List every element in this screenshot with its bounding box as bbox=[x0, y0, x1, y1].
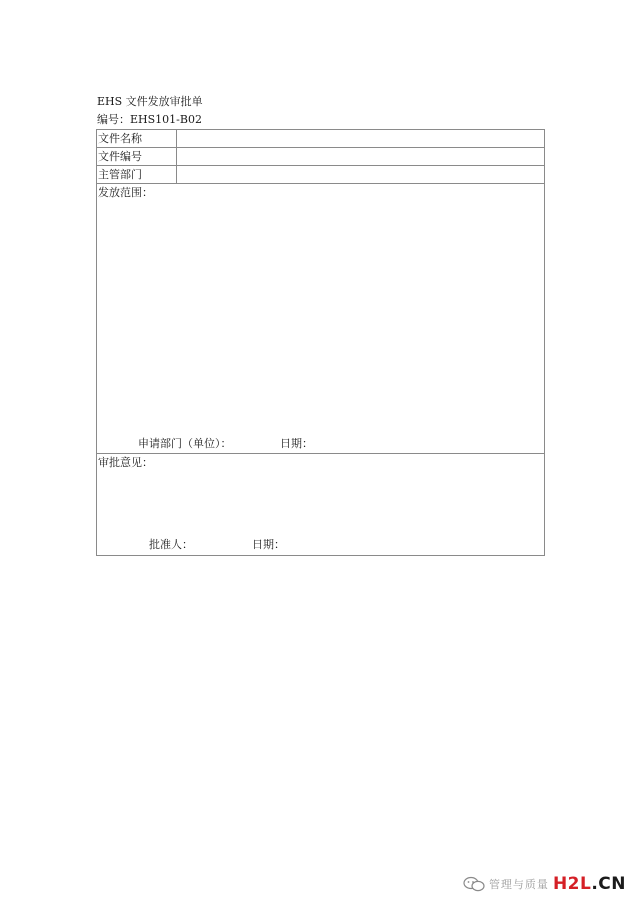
h2l-logo-main: H2L bbox=[552, 874, 592, 894]
approval-opinion-section[interactable] bbox=[97, 454, 544, 555]
file-name-row bbox=[97, 130, 544, 148]
watermark bbox=[463, 874, 626, 894]
file-number-row bbox=[97, 148, 544, 166]
file-number-label: 文件编号 bbox=[97, 148, 177, 165]
h2l-logo-suffix: .CN bbox=[591, 874, 626, 894]
file-name-field[interactable] bbox=[177, 130, 544, 147]
application-date-label: 日期： bbox=[280, 437, 313, 450]
department-row bbox=[97, 166, 544, 184]
document-number: 编号：EHS101-B02 bbox=[97, 113, 202, 126]
department-field[interactable] bbox=[177, 166, 544, 183]
approval-opinion-label: 审批意见： bbox=[98, 456, 153, 469]
wechat-icon bbox=[463, 876, 485, 892]
department-label: 主管部门 bbox=[97, 166, 177, 183]
file-name-label: 文件名称 bbox=[97, 130, 177, 147]
approval-date-label: 日期： bbox=[252, 538, 285, 551]
distribution-scope-label: 发放范围： bbox=[98, 186, 153, 199]
applying-department-label: 申请部门（单位）： bbox=[138, 437, 232, 450]
file-number-field[interactable] bbox=[177, 148, 544, 165]
document-title: EHS 文件发放审批单 bbox=[97, 95, 203, 108]
approver-label: 批准人： bbox=[149, 538, 193, 551]
approval-form-table bbox=[96, 129, 545, 556]
distribution-scope-section[interactable] bbox=[97, 184, 544, 454]
h2l-logo bbox=[553, 874, 626, 894]
watermark-brand-text: 管理与质量 bbox=[488, 878, 549, 891]
